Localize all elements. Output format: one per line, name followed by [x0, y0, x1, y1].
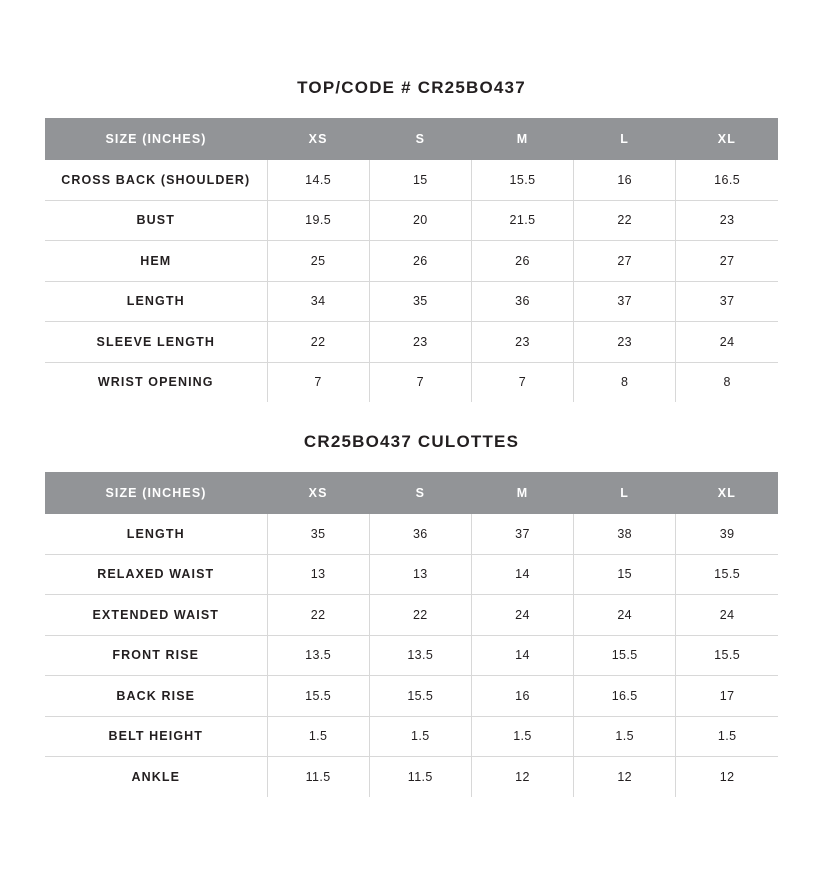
cell-value: 22 [267, 322, 369, 363]
cell-value: 15.5 [676, 635, 778, 676]
cell-value: 36 [369, 514, 471, 554]
cell-value: 15.5 [676, 554, 778, 595]
row-label: BELT HEIGHT [45, 716, 267, 757]
cell-value: 27 [676, 241, 778, 282]
cell-value: 26 [471, 241, 573, 282]
cell-value: 39 [676, 514, 778, 554]
cell-value: 37 [574, 281, 676, 322]
table-header-row [45, 118, 778, 160]
cell-value: 37 [676, 281, 778, 322]
cell-value: 1.5 [574, 716, 676, 757]
table-row [45, 757, 778, 797]
cell-value: 15 [369, 160, 471, 200]
cell-value: 36 [471, 281, 573, 322]
cell-value: 27 [574, 241, 676, 282]
cell-value: 14 [471, 635, 573, 676]
cell-value: 12 [471, 757, 573, 797]
cell-value: 24 [676, 322, 778, 363]
row-label: LENGTH [45, 514, 267, 554]
cell-value: 13.5 [369, 635, 471, 676]
top-table-title: TOP/CODE # CR25BO437 [297, 78, 526, 97]
table-row [45, 635, 778, 676]
header-cell-l: L [574, 472, 676, 514]
top-size-table [45, 118, 778, 402]
cell-value: 22 [574, 200, 676, 241]
header-cell-m: M [471, 472, 573, 514]
cell-value: 23 [676, 200, 778, 241]
cell-value: 11.5 [267, 757, 369, 797]
row-label: RELAXED WAIST [45, 554, 267, 595]
cell-value: 23 [369, 322, 471, 363]
cell-value: 25 [267, 241, 369, 282]
cell-value: 21.5 [471, 200, 573, 241]
header-cell-size: SIZE (INCHES) [45, 118, 267, 160]
cell-value: 1.5 [471, 716, 573, 757]
table-header-row [45, 472, 778, 514]
row-label: BACK RISE [45, 676, 267, 717]
cell-value: 15.5 [369, 676, 471, 717]
cell-value: 22 [369, 595, 471, 636]
table-row [45, 241, 778, 282]
cell-value: 16.5 [574, 676, 676, 717]
cell-value: 7 [369, 362, 471, 402]
header-cell-m: M [471, 118, 573, 160]
cell-value: 37 [471, 514, 573, 554]
cell-value: 15 [574, 554, 676, 595]
cell-value: 14 [471, 554, 573, 595]
header-cell-s: S [369, 118, 471, 160]
row-label: WRIST OPENING [45, 362, 267, 402]
cell-value: 13 [369, 554, 471, 595]
cell-value: 1.5 [369, 716, 471, 757]
cell-value: 38 [574, 514, 676, 554]
row-label: BUST [45, 200, 267, 241]
cell-value: 15.5 [574, 635, 676, 676]
cell-value: 16 [574, 160, 676, 200]
cell-value: 12 [574, 757, 676, 797]
cell-value: 17 [676, 676, 778, 717]
table-row [45, 554, 778, 595]
header-cell-size: SIZE (INCHES) [45, 472, 267, 514]
cell-value: 1.5 [676, 716, 778, 757]
table-row [45, 160, 778, 200]
row-label: EXTENDED WAIST [45, 595, 267, 636]
table-row [45, 514, 778, 554]
table-row [45, 200, 778, 241]
cell-value: 26 [369, 241, 471, 282]
cell-value: 24 [574, 595, 676, 636]
table-row [45, 716, 778, 757]
cell-value: 13 [267, 554, 369, 595]
culottes-table-title: CR25BO437 CULOTTES [303, 432, 520, 451]
cell-value: 13.5 [267, 635, 369, 676]
header-cell-xs: XS [267, 472, 369, 514]
cell-value: 22 [267, 595, 369, 636]
row-label: CROSS BACK (SHOULDER) [45, 160, 267, 200]
cell-value: 1.5 [267, 716, 369, 757]
cell-value: 16 [471, 676, 573, 717]
row-label: HEM [45, 241, 267, 282]
cell-value: 12 [719, 769, 735, 784]
cell-value: 24 [676, 595, 778, 636]
header-cell-xs: XS [267, 118, 369, 160]
cell-value: 14.5 [267, 160, 369, 200]
cell-value: 34 [267, 281, 369, 322]
cell-value: 20 [369, 200, 471, 241]
row-label: LENGTH [45, 281, 267, 322]
header-cell-s: S [369, 472, 471, 514]
table-row [45, 595, 778, 636]
cell-value: 23 [471, 322, 573, 363]
row-label: FRONT RISE [45, 635, 267, 676]
cell-value: 8 [723, 375, 731, 390]
cell-value: 7 [267, 362, 369, 402]
table-row [45, 676, 778, 717]
header-cell-xl: XL [676, 472, 778, 514]
culottes-size-table [45, 472, 778, 797]
cell-value: 15.5 [471, 160, 573, 200]
table-row [45, 322, 778, 363]
cell-value: 19.5 [267, 200, 369, 241]
cell-value: 8 [574, 362, 676, 402]
cell-value: 23 [574, 322, 676, 363]
header-cell-l: L [574, 118, 676, 160]
row-label: SLEEVE LENGTH [45, 322, 267, 363]
cell-value: 16.5 [676, 160, 778, 200]
cell-value: 11.5 [369, 757, 471, 797]
cell-value: 35 [369, 281, 471, 322]
row-label: ANKLE [45, 757, 267, 797]
table-row [45, 281, 778, 322]
cell-value: 15.5 [267, 676, 369, 717]
cell-value: 7 [471, 362, 573, 402]
cell-value: 35 [267, 514, 369, 554]
header-cell-xl: XL [676, 118, 778, 160]
table-row [45, 362, 778, 402]
cell-value: 24 [471, 595, 573, 636]
